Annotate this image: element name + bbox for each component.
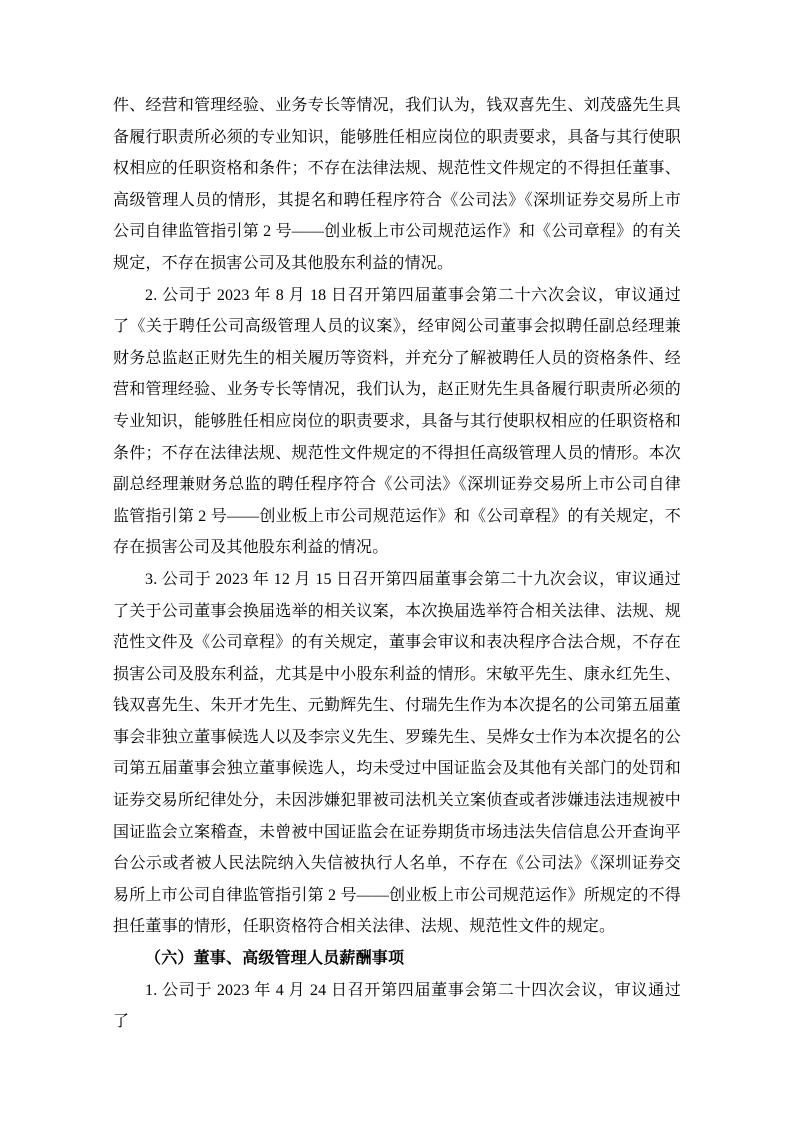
page-content xyxy=(113,90,681,1038)
paragraph-item-3: 3. 公司于 2023 年 12 月 15 日召开第四届董事会第二十九次会议，审议通过了关于公司董事会换届选举的相关议案，本次换届选举符合相关法律、法规、规范性文件及《公司章程》的有关规定，董事会审议和表决程序合法合规，不存在损害公司及股东利益，尤其是中小股东利益的情形。宋敏平先生、康永红先生、钱双喜先生、朱开才先生、元勤辉先生、付瑞先生作为本次提名的公司第五届董事会非独立董事候选人以及李宗义先生、罗臻先生、吴烨女士作为本次提名的公司第五届董事会独立董事候选人，均未受过中国证监会及其他有关部门的处罚和证券交易所纪律处分，未因涉嫌犯罪被司法机关立案侦查或者涉嫌违法违规被中国证监会立案稽查，未曾被中国证监会在证券期货市场违法失信信息公开查询平台公示或者被人民法院纳入失信被执行人名单，不存在《公司法》《深圳证券交易所上市公司自律监管指引第 2 号——创业板上市公司规范运作》所规定的不得担任董事的情形，任职资格符合相关法律、法规、规范性文件的规定。 xyxy=(113,570,681,936)
paragraph-item-2: 2. 公司于 2023 年 8 月 18 日召开第四届董事会第二十六次会议，审议通过了《关于聘任公司高级管理人员的议案》，经审阅公司董事会拟聘任副总经理兼财务总监赵正财先生的相关履历等资料，并充分了解被聘任人员的资格条件、经营和管理经验、业务专长等情况，我们认为，赵正财先生具备履行职责所必须的专业知识，能够胜任相应岗位的职责要求，具备与其行使职权相应的任职资格和条件；不存在法律法规、规范性文件规定的不得担任高级管理人员的情形。本次副总经理兼财务总监的聘任程序符合《公司法》《深圳证券交易所上市公司自律监管指引第 2 号——创业板上市公司规范运作》和《公司章程》的有关规定，不存在损害公司及其他股东利益的情况。 xyxy=(113,286,681,557)
paragraph-item-1-next-section: 1. 公司于 2023 年 4 月 24 日召开第四届董事会第二十四次会议，审议通过了 xyxy=(113,981,681,1031)
section-heading: （六）董事、高级管理人员薪酬事项 xyxy=(145,950,405,968)
paragraph-continuation: 件、经营和管理经验、业务专长等情况，我们认为，钱双喜先生、刘茂盛先生具备履行职责所必须的专业知识，能够胜任相应岗位的职责要求，具备与其行使职权相应的任职资格和条件；不存在法律法规、规范性文件规定的不得担任董事、高级管理人员的情形，其提名和聘任程序符合《公司法》《深圳证券交易所上市公司自律监管指引第 2 号——创业板上市公司规范运作》和《公司章程》的有关规定，不存在损害公司及其他股东利益的情况。 xyxy=(113,97,681,272)
